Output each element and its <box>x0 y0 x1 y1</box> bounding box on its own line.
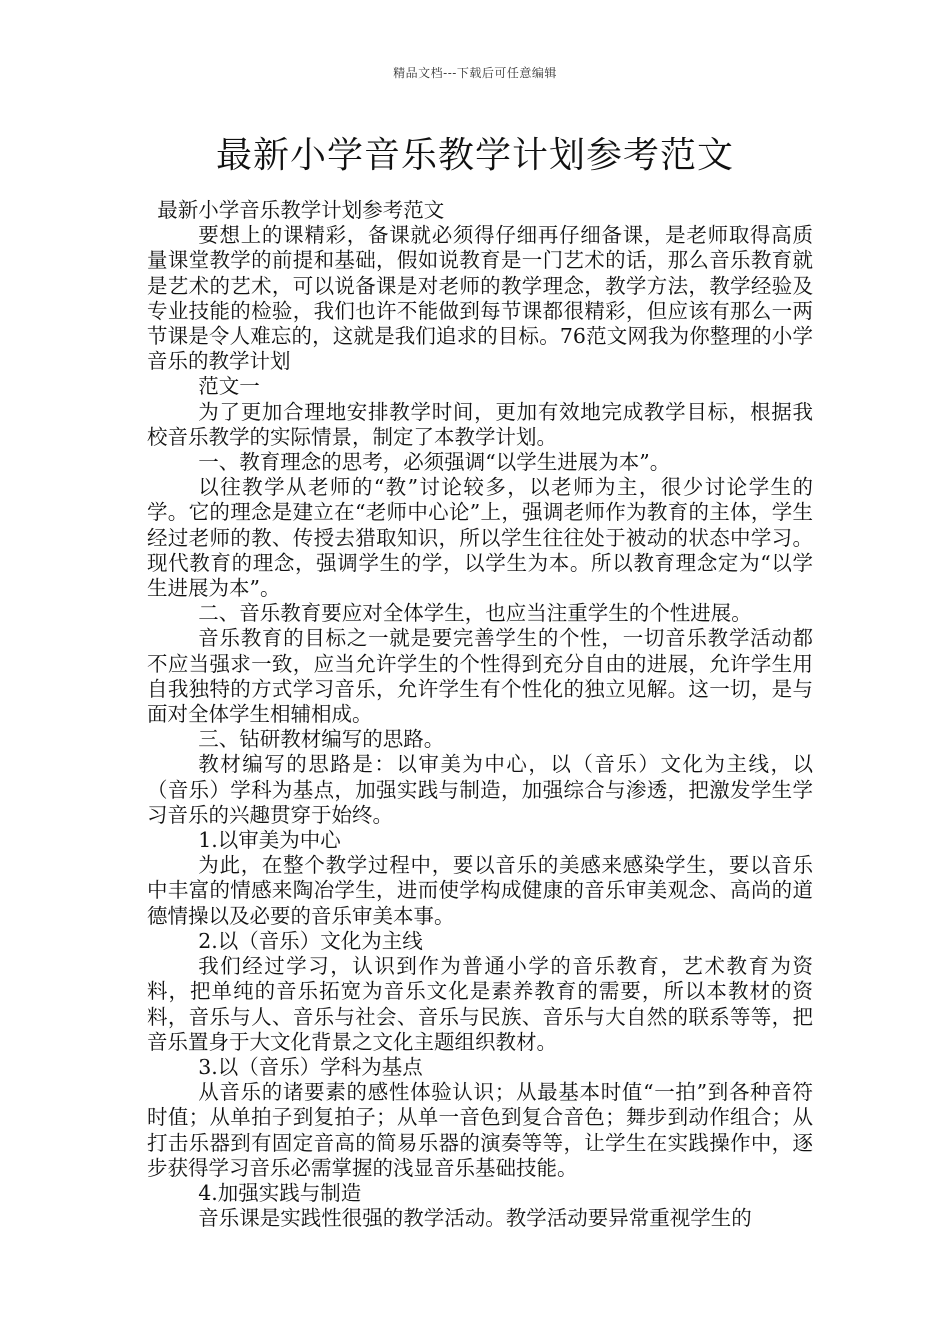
subsection-heading: 4.加强实践与制造 <box>198 1180 362 1205</box>
subsection-heading: 1.以审美为中心 <box>198 828 341 853</box>
section-heading-sample-one: 范文一 <box>198 374 260 399</box>
header-note: 精品文档---下载后可任意编辑 <box>393 66 557 80</box>
subsection-heading: 3.以（音乐）学科为基点 <box>198 1054 423 1079</box>
paragraph: 为此，在整个教学过程中，要以音乐的美感来感染学生，要以音乐中丰富的情感来陶冶学生，进而使学构成健康的音乐审美观念、高尚的道德情操以及必要的音乐审美本事。 <box>147 853 813 928</box>
document-title: 最新小学音乐教学计划参考范文 <box>215 135 734 176</box>
section-heading: 二、音乐教育要应对全体学生，也应当注重学生的个性进展。 <box>198 601 752 626</box>
section-heading: 三、钻研教材编写的思路。 <box>198 727 445 752</box>
subsection-heading: 2.以（音乐）文化为主线 <box>198 928 423 953</box>
paragraph: 音乐课是实践性很强的教学活动。教学活动要异常重视学生的 <box>198 1206 752 1231</box>
paragraph: 音乐教育的目标之一就是要完善学生的个性，一切音乐教学活动都不应当强求一致，应当允许学生的个性得到充分自由的进展，允许学生用自我独特的方式学习音乐，允许学生有个性化的独立见解。这一切，是与面对全体学生相辅相成。 <box>147 626 813 727</box>
paragraph: 教材编写的思路是：以审美为中心，以（音乐）文化为主线，以（音乐）学科为基点，加强实践与制造，加强综合与渗透，把激发学生学习音乐的兴趣贯穿于始终。 <box>147 752 813 827</box>
paragraph: 为了更加合理地安排教学时间，更加有效地完成教学目标，根据我校音乐教学的实际情景，制定了本教学计划。 <box>147 399 813 449</box>
paragraph: 从音乐的诸要素的感性体验认识；从最基本时值“一拍”到各种音符时值；从单拍子到复拍子；从单一音色到复合音色；舞步到动作组合；从打击乐器到有固定音高的简易乐器的演奏等等，让学生在实践操作中，逐步获得学习音乐必需掌握的浅显音乐基础技能。 <box>147 1080 813 1180</box>
body-subtitle: 最新小学音乐教学计划参考范文 <box>157 198 445 222</box>
paragraph: 以往教学从老师的“教”讨论较多，以老师为主，很少讨论学生的学。它的理念是建立在“老师中心论”上，强调老师作为教育的主体，学生经过老师的教、传授去猎取知识，所以学生往往处于被动的状态中学习。现代教育的理念，强调学生的学，以学生为本。所以教育理念定为“以学生进展为本”。 <box>147 475 813 601</box>
paragraph: 我们经过学习，认识到作为普通小学的音乐教育，艺术教育为资料，把单纯的音乐拓宽为音乐文化是素养教育的需要，所以本教材的资料，音乐与人、音乐与社会、音乐与民族、音乐与大自然的联系等等，把音乐置身于大文化背景之文化主题组织教材。 <box>147 954 813 1054</box>
paragraph-intro: 要想上的课精彩，备课就必须得仔细再仔细备课，是老师取得高质量课堂教学的前提和基础，假如说教育是一门艺术的话，那么音乐教育就是艺术的艺术，可以说备课是对老师的教学理念，教学方法，教学经验及专业技能的检验，我们也许不能做到每节课都很精彩，但应该有那么一两节课是令人难忘的，这就是我们追求的目标。76范文网我为你整理的小学音乐的教学计划 <box>147 223 813 374</box>
section-heading: 一、教育理念的思考，必须强调“以学生进展为本”。 <box>198 450 671 475</box>
document-body <box>147 198 813 1231</box>
